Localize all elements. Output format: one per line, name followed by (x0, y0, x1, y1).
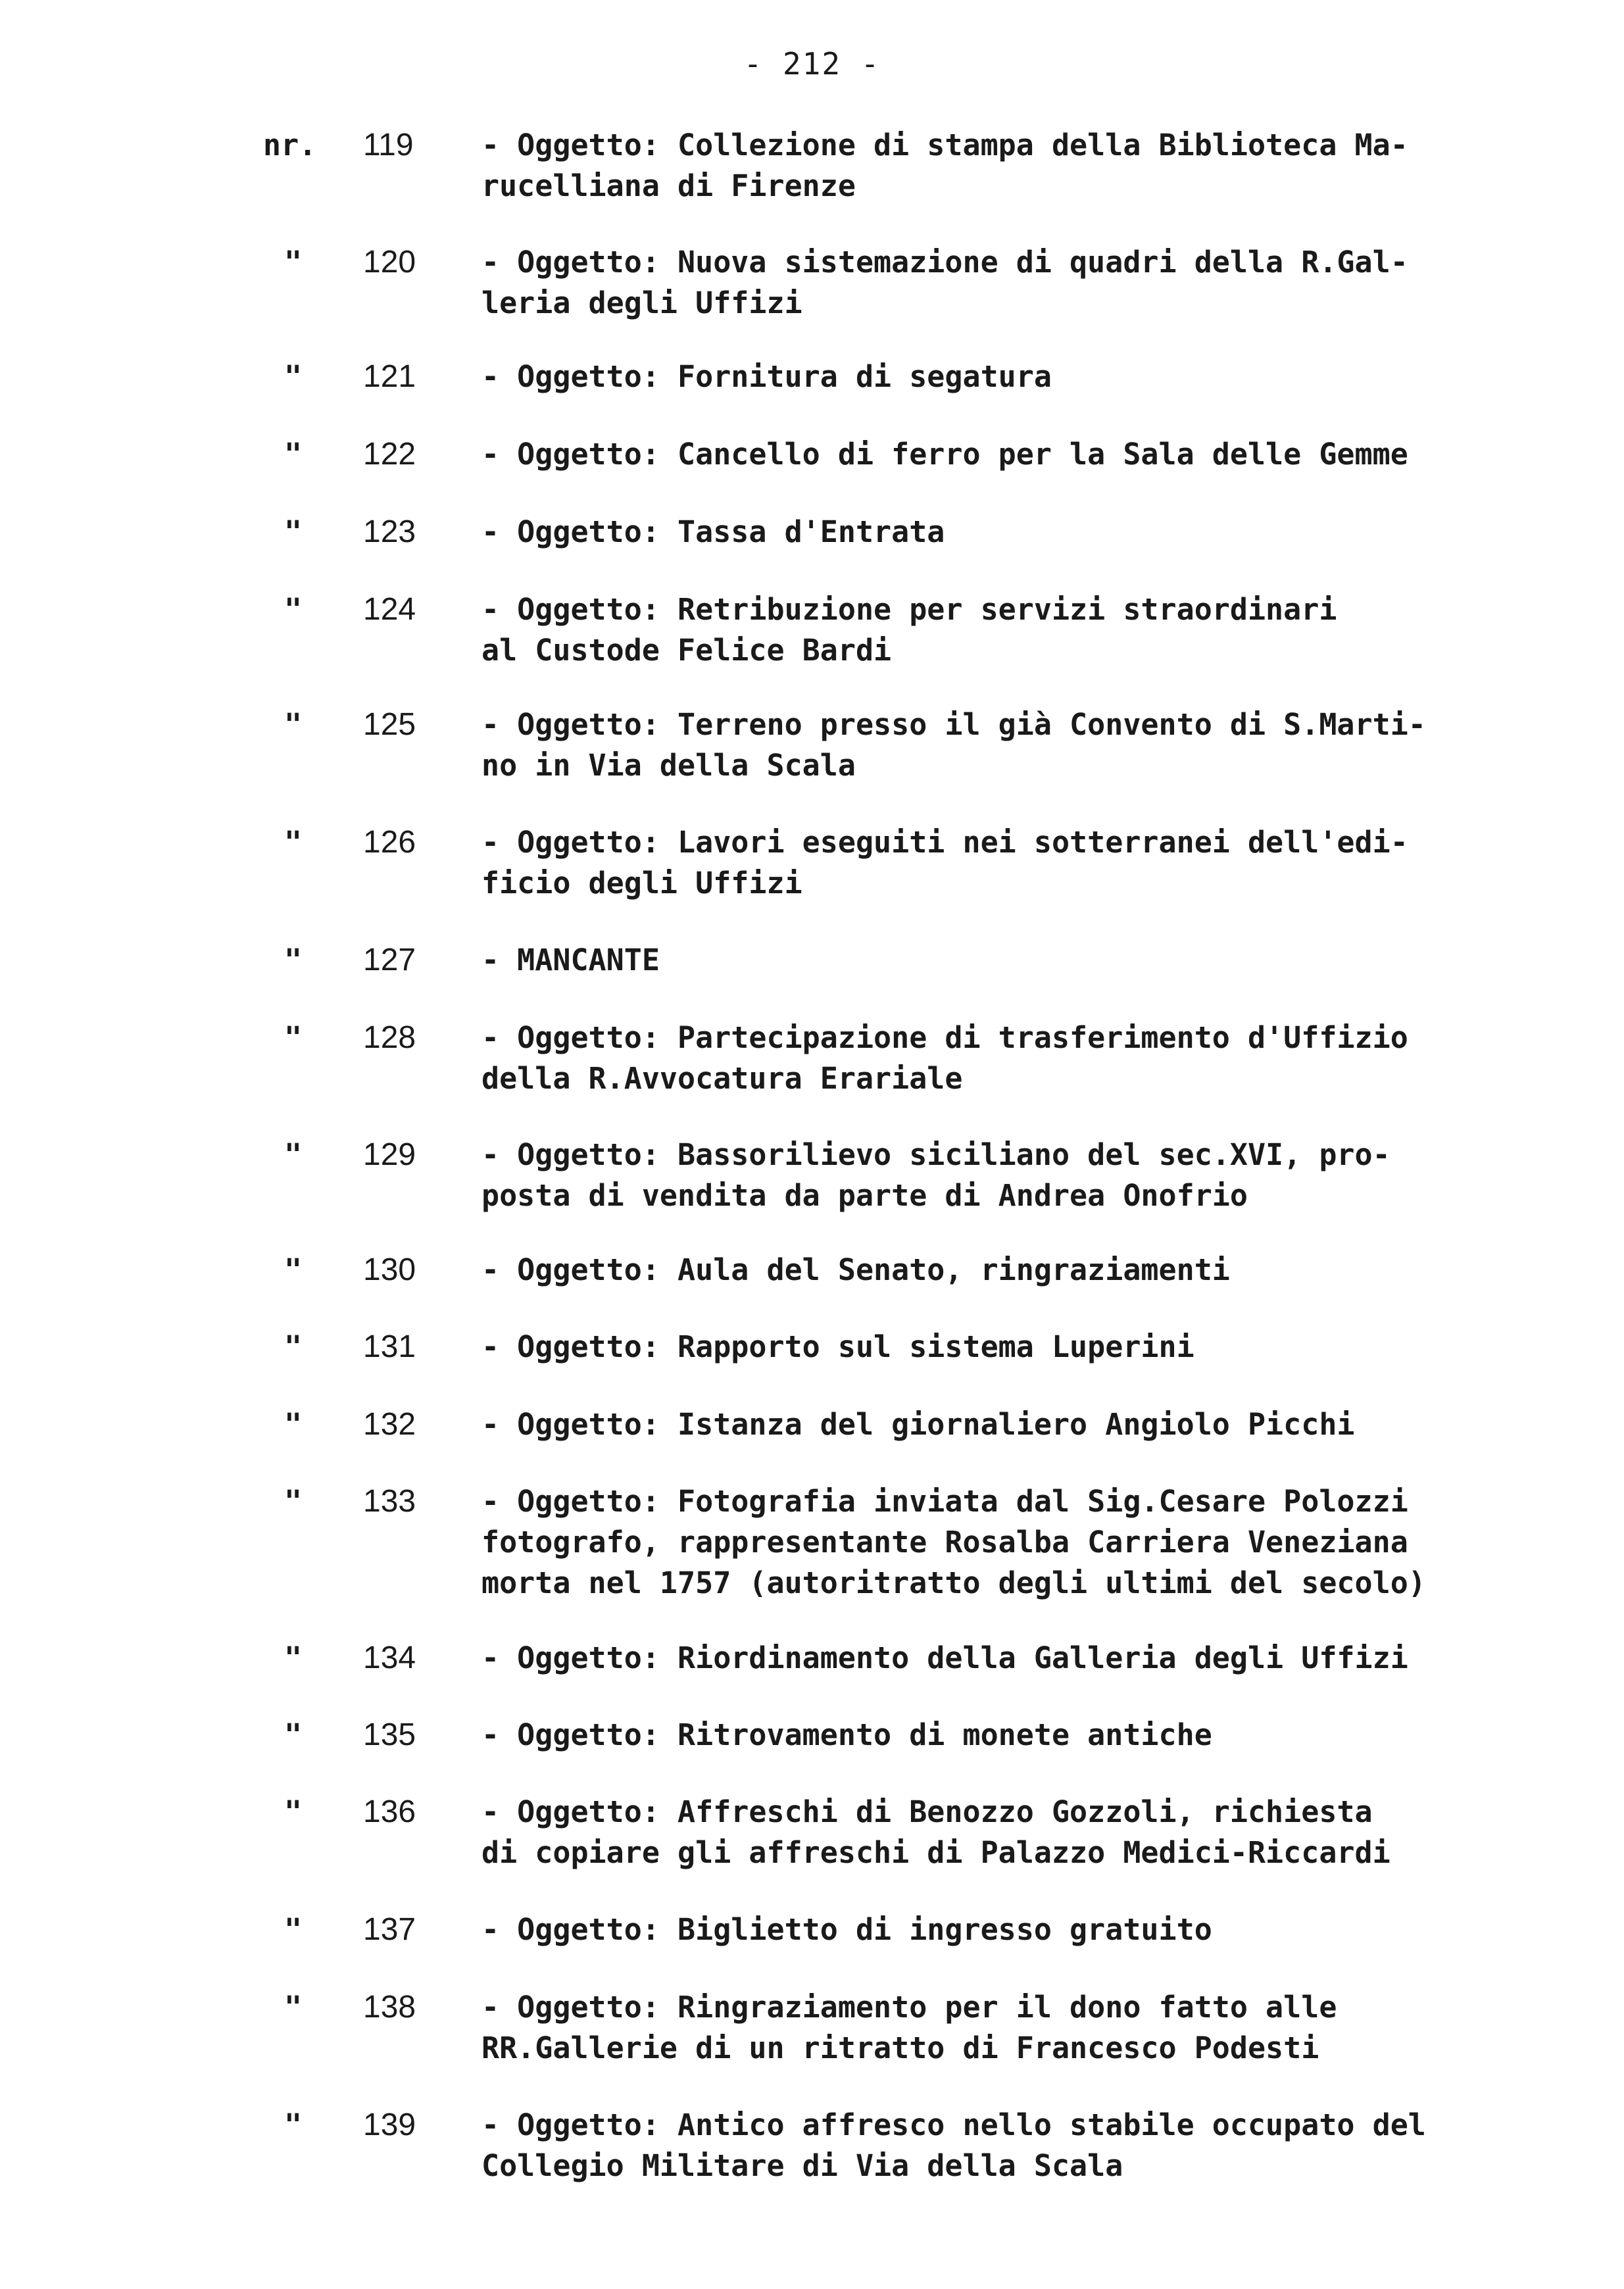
entry-number: 126 (363, 825, 416, 860)
ditto-mark: " (284, 1407, 303, 1442)
ditto-mark: " (284, 1252, 303, 1287)
entry-text: - Oggetto: Terreno presso il già Convento di S.Marti- no in Via della Scala (481, 707, 1426, 783)
ditto-mark: " (284, 592, 303, 627)
entry-text: - Oggetto: Riordinamento della Galleria degli Uffizi (481, 1640, 1408, 1675)
entry-number: 130 (363, 1252, 416, 1287)
page-number: - 212 - (743, 46, 881, 82)
entry-text: - Oggetto: Collezione di stampa della Biblioteca Ma- rucelliana di Firenze (481, 128, 1408, 203)
ditto-mark: " (284, 1717, 303, 1752)
ditto-mark: " (284, 437, 303, 472)
entry-number: 122 (363, 437, 416, 472)
ditto-mark: " (284, 1990, 303, 2025)
nr-prefix: nr. (263, 128, 317, 162)
entry-text: - Oggetto: Ritrovamento di monete antiche (481, 1717, 1212, 1752)
entry-text: - Oggetto: Istanza del giornaliero Angiolo Picchi (481, 1407, 1355, 1442)
entry-number: 138 (363, 1990, 416, 2025)
entry-number: 125 (363, 707, 416, 742)
entry-text: - Oggetto: Rapporto sul sistema Luperini (481, 1329, 1194, 1364)
entry-number: 120 (363, 245, 416, 280)
entry-number: 121 (363, 359, 416, 394)
entry-number: 136 (363, 1794, 416, 1829)
entry-text: - Oggetto: Cancello di ferro per la Sala delle Gemme (481, 437, 1408, 472)
entry-text: - MANCANTE (481, 943, 660, 977)
entry-number: 124 (363, 592, 416, 627)
ditto-mark: " (284, 2107, 303, 2142)
entry-text: - Oggetto: Aula del Senato, ringraziamenti (481, 1252, 1230, 1287)
ditto-mark: " (284, 825, 303, 860)
ditto-mark: " (284, 1794, 303, 1829)
ditto-mark: " (284, 1484, 303, 1519)
entry-number: 131 (363, 1329, 416, 1364)
ditto-mark: " (284, 1137, 303, 1172)
entry-number: 135 (363, 1717, 416, 1752)
entry-text: - Oggetto: Lavori eseguiti nei sotterranei dell'edi- ficio degli Uffizi (481, 825, 1408, 900)
entry-number: 134 (363, 1640, 416, 1675)
entry-number: 139 (363, 2107, 416, 2142)
entry-number: 128 (363, 1020, 416, 1055)
entry-text: - Oggetto: Antico affresco nello stabile occupato del Collegio Militare di Via della Scala (481, 2107, 1426, 2183)
entry-number: 133 (363, 1484, 416, 1519)
ditto-mark: " (284, 1640, 303, 1675)
entry-text: - Oggetto: Retribuzione per servizi straordinari al Custode Felice Bardi (481, 592, 1337, 668)
entry-number: 129 (363, 1137, 416, 1172)
entry-number: 132 (363, 1407, 416, 1442)
entry-number: 137 (363, 1912, 416, 1947)
entry-text: - Oggetto: Nuova sistemazione di quadri della R.Gal- leria degli Uffizi (481, 245, 1408, 320)
entry-text: - Oggetto: Fotografia inviata dal Sig.Cesare Polozzi fotografo, rappresentante Rosalba Carriera Veneziana morta nel 1757 (autoritratto degli ultimi del secolo) (481, 1484, 1426, 1600)
entry-text: - Oggetto: Ringraziamento per il dono fatto alle RR.Gallerie di un ritratto di Francesco Podesti (481, 1990, 1337, 2065)
entry-text: - Oggetto: Fornitura di segatura (481, 359, 1052, 394)
ditto-mark: " (284, 707, 303, 742)
entry-number: 127 (363, 943, 416, 977)
entry-number: 119 (363, 128, 414, 162)
ditto-mark: " (284, 1329, 303, 1364)
ditto-mark: " (284, 1020, 303, 1055)
ditto-mark: " (284, 1912, 303, 1947)
entry-text: - Oggetto: Partecipazione di trasferimento d'Uffizio della R.Avvocatura Erariale (481, 1020, 1408, 1096)
entry-text: - Oggetto: Bassorilievo siciliano del sec.XVI, pro- posta di vendita da parte di Andrea Onofrio (481, 1137, 1390, 1213)
entry-text: - Oggetto: Tassa d'Entrata (481, 514, 945, 549)
ditto-mark: " (284, 514, 303, 549)
ditto-mark: " (284, 245, 303, 280)
ditto-mark: " (284, 943, 303, 977)
entry-text: - Oggetto: Biglietto di ingresso gratuito (481, 1912, 1212, 1947)
entry-text: - Oggetto: Affreschi di Benozzo Gozzoli, richiesta di copiare gli affreschi di Palazzo Medici-Riccardi (481, 1794, 1390, 1870)
entry-number: 123 (363, 514, 416, 549)
ditto-mark: " (284, 359, 303, 394)
